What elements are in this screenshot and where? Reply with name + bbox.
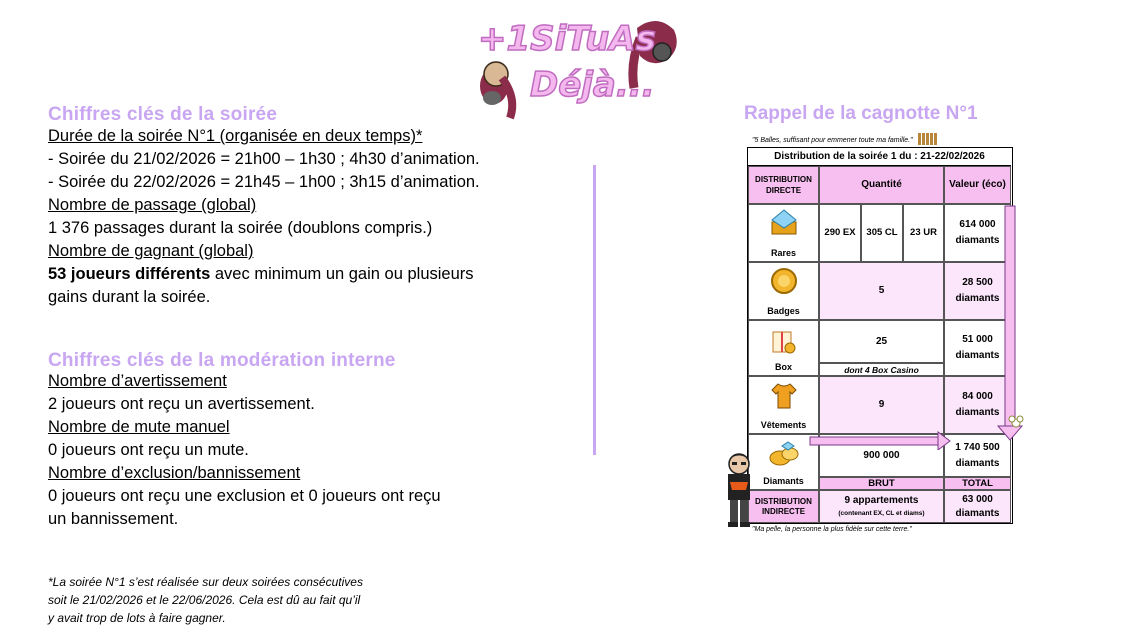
header-distribution-line2: DIRECTE xyxy=(765,186,802,195)
badge-coin-icon xyxy=(770,266,798,298)
footnote-line-3: y avait trop de lots à faire gagner. xyxy=(48,611,226,625)
quote-top: "5 Balles, suffisant pour emmener toute ma famille." xyxy=(752,137,913,144)
row-box-value-unit: diamants xyxy=(955,350,1000,361)
table-arrows xyxy=(800,200,1030,450)
table-title: Distribution de la soirée 1 du : 21-22/02/2026 xyxy=(748,148,1011,166)
gagnant-label: Nombre de gagnant (global) xyxy=(48,242,254,260)
passage-label: Nombre de passage (global) xyxy=(48,196,257,214)
column-divider xyxy=(593,165,596,455)
row-diamants-quantity: 900 000 xyxy=(819,434,944,477)
ammo-icon xyxy=(917,130,941,146)
row-diamants-label: Diamants xyxy=(763,476,804,486)
exclusion-value-2: un bannissement. xyxy=(48,510,179,528)
gagnant-line-1 xyxy=(48,263,474,286)
mute-label: Nombre de mute manuel xyxy=(48,418,230,436)
row-rares-value-amount: 614 000 xyxy=(959,219,996,230)
logo-left-character-icon xyxy=(480,61,512,118)
diamond-icon xyxy=(768,208,800,238)
header-valeur: Valeur (éco) xyxy=(944,166,1011,204)
cagnotte-title: Rappel de la cagnotte N°1 xyxy=(744,103,978,124)
row-badges-quantity: 5 xyxy=(819,262,944,320)
indirect-note: (contenant EX, CL et diams) xyxy=(838,509,925,517)
row-rares-cl: 305 CL xyxy=(861,204,903,262)
moderation-heading: Chiffres clés de la modération interne xyxy=(48,350,396,371)
avertissement-label: Nombre d’avertissement xyxy=(48,372,227,390)
row-badges-value-amount: 28 500 xyxy=(962,277,993,288)
exclusion-label: Nombre d’exclusion/bannissement xyxy=(48,464,301,482)
gagnant-bold: 53 joueurs différents xyxy=(48,265,211,283)
row-badges-label: Badges xyxy=(767,306,800,316)
indirect-value-amount: 63 000 xyxy=(962,493,993,505)
soiree-2-line: - Soirée du 22/02/2026 = 21h45 – 1h00 ; 3h15 d’animation. xyxy=(48,173,480,191)
row-box-quantity: 25 xyxy=(819,320,944,363)
row-badges-value-unit: diamants xyxy=(955,293,1000,304)
total-value-unit: diamants xyxy=(955,457,1000,469)
gagnant-rest: avec minimum un gain ou plusieurs xyxy=(210,265,474,283)
soiree-heading: Chiffres clés de la soirée xyxy=(48,104,278,125)
indirect-label-line1: DISTRIBUTION xyxy=(755,496,812,506)
quote-bottom: "Ma pelle, la personne la plus fidèle sur cette terre." xyxy=(752,526,912,533)
row-rares-ex: 290 EX xyxy=(819,204,861,262)
row-vetements-value-amount: 84 000 xyxy=(962,391,993,402)
row-rares-ur: 23 UR xyxy=(903,204,944,262)
indirect-quantity: 9 appartements xyxy=(844,494,919,506)
mute-value: 0 joueurs ont reçu un mute. xyxy=(48,441,249,459)
gagnant-line-2: gains durant la soirée. xyxy=(48,288,211,306)
row-vetements-label: Vêtements xyxy=(760,420,807,430)
logo-text-line2: Déjà... xyxy=(530,65,655,105)
row-box-label: Box xyxy=(774,362,792,372)
avatar-character-icon xyxy=(722,450,756,530)
tshirt-icon xyxy=(770,381,798,411)
row-vetements-quantity: 9 xyxy=(819,376,944,434)
indirect-label xyxy=(748,490,819,523)
row-vetements-value-unit: diamants xyxy=(955,407,1000,418)
row-rares-value-unit: diamants xyxy=(955,235,1000,246)
footnote-line-1: *La soirée N°1 s’est réalisée sur deux soirées consécutives xyxy=(48,575,363,589)
brut-label: BRUT xyxy=(819,477,944,490)
header-distribution-line1: DISTRIBUTION xyxy=(755,175,812,184)
right-arrow-icon xyxy=(810,432,950,450)
indirect-value xyxy=(944,490,1011,523)
passage-value: 1 376 passages durant la soirée (doublons compris.) xyxy=(48,219,433,237)
header-distribution-directe xyxy=(748,166,819,204)
row-box-value-amount: 51 000 xyxy=(962,334,993,345)
gift-box-icon xyxy=(770,324,798,356)
indirect-value-unit: diamants xyxy=(955,507,1000,519)
header-quantite: Quantité xyxy=(819,166,944,204)
exclusion-value-1: 0 joueurs ont reçu une exclusion et 0 joueurs ont reçu xyxy=(48,487,441,505)
indirect-label-line2: INDIRECTE xyxy=(761,506,806,516)
indirect-quantity-cell xyxy=(819,490,944,523)
avertissement-value: 2 joueurs ont reçu un avertissement. xyxy=(48,395,315,413)
total-value-amount: 1 740 500 xyxy=(955,441,1000,453)
footnote-line-2: soit le 21/02/2026 et le 22/06/2026. Cela est dû au fait qu’il xyxy=(48,593,361,607)
gold-pile-icon xyxy=(768,440,800,468)
event-logo xyxy=(462,8,692,123)
total-label: TOTAL xyxy=(944,477,1011,490)
logo-text-line1: +1SiTuAs xyxy=(478,19,656,59)
duree-label: Durée de la soirée N°1 (organisée en deux temps)* xyxy=(48,127,423,145)
down-arrow-icon xyxy=(998,206,1022,440)
row-rares-label: Rares xyxy=(770,248,797,258)
row-box-note: dont 4 Box Casino xyxy=(819,363,944,376)
soiree-1-line: - Soirée du 21/02/2026 = 21h00 – 1h30 ; 4h30 d’animation. xyxy=(48,150,480,168)
